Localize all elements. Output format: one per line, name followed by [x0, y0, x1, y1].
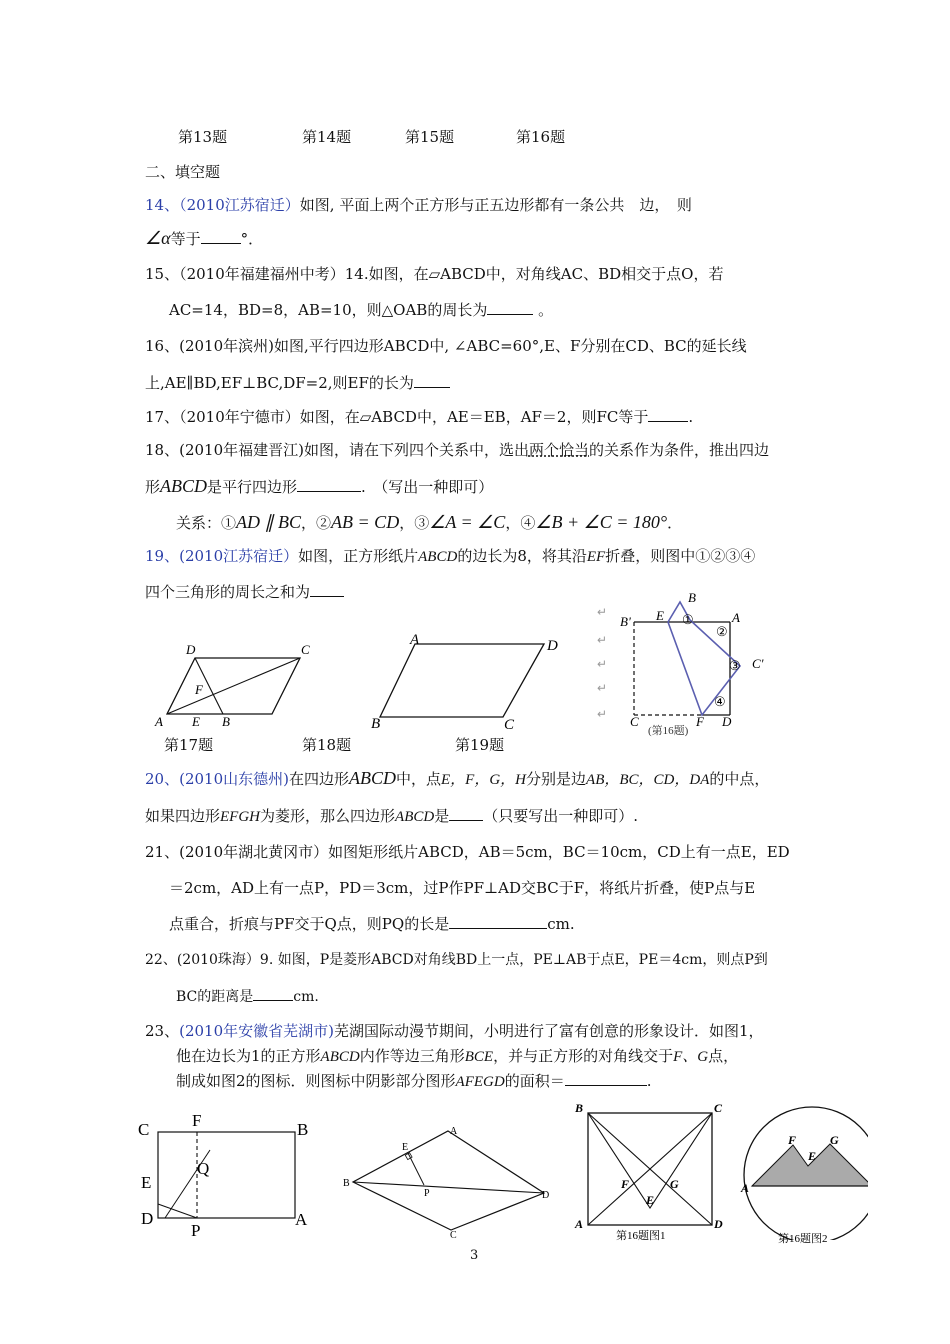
- page-number: 3: [470, 1248, 479, 1263]
- caption-fig17: 第17题: [164, 736, 214, 754]
- fig17-label-c: C: [301, 642, 310, 657]
- fig19-marker-4: ④: [714, 694, 726, 709]
- caption-fig16: 第16题: [516, 128, 566, 146]
- figure-23a: [572, 1100, 732, 1240]
- caption-fig19: 第19题: [455, 736, 505, 754]
- fig19-label-d: D: [722, 714, 732, 729]
- q20-line2: 如果四边形EFGH为菱形，那么四边形ABCD是 （只要写出一种即可）.: [145, 807, 638, 825]
- fig23a-label-d: D: [714, 1217, 723, 1231]
- caption-fig18: 第18题: [302, 736, 352, 754]
- fig18-parallelogram: [380, 644, 544, 717]
- fig23b-label-a: A: [741, 1181, 750, 1195]
- q14-source: （2010江苏宿迁）: [179, 196, 300, 214]
- fig22-label-e: E: [402, 1142, 409, 1153]
- q23-line1: 23、(2010年安徽省芜湖市)芜湖国际动漫节期间，小明进行了富有创意的形象设计．如图1，: [145, 1022, 764, 1040]
- figure-21: [135, 1110, 325, 1240]
- svg-text:↵: ↵: [597, 633, 608, 647]
- caption-fig13: 第13题: [178, 128, 228, 146]
- fig19-label-f: F: [696, 714, 704, 729]
- fig18-label-b: B: [371, 716, 381, 732]
- fig19-caption: (第16题): [648, 725, 689, 737]
- answer-blank: [253, 986, 293, 1001]
- figure-23b: [738, 1100, 878, 1245]
- q15-line2: AC=14，BD=8，AB=10，则△OAB的周长为 。: [169, 301, 554, 319]
- fig21-label-p: P: [191, 1221, 201, 1240]
- fig21-label-f: F: [192, 1111, 202, 1130]
- figure-19: [590, 588, 790, 737]
- fig23b-caption: 第16题图2: [778, 1233, 828, 1245]
- section-title: 二、填空题: [145, 163, 221, 181]
- q23-line2: 他在边长为1的正方形ABCD内作等边三角形BCE，并与正方形的对角线交于F、G点，: [176, 1047, 739, 1065]
- fig23b-label-f: F: [788, 1133, 797, 1147]
- fig19-label-bprime: B': [620, 614, 631, 629]
- q15-line1: 15、（2010年福建福州中考）14.如图，在▱ABCD中，对角线AC、BD相交于点O，若: [145, 265, 724, 283]
- answer-blank: [449, 914, 547, 929]
- q20-line1: 20、(2010山东德州)在四边形ABCD中，点E，F，G，H分别是边AB，BC，CD，DA的中点，: [145, 768, 770, 788]
- fig17-label-f: F: [195, 682, 203, 697]
- q18-line1: 18、(2010年福建晋江)如图，请在下列四个关系中，选出两个恰当的关系作为条件，推出四边: [145, 441, 770, 459]
- fig19-marker-3: ③: [729, 658, 741, 673]
- figure-22: [340, 1120, 560, 1240]
- fig22-label-p: P: [424, 1188, 430, 1199]
- fig18-label-d: D: [547, 638, 558, 654]
- fig19-label-b: B: [688, 590, 696, 605]
- fig21-label-q: Q: [197, 1159, 210, 1178]
- fig19-marker-1: ①: [682, 612, 694, 627]
- answer-blank: [201, 229, 241, 244]
- q23-line3: 制成如图2的图标．则图标中阴影部分图形AFEGD的面积＝ .: [176, 1072, 652, 1090]
- fig21-label-d: D: [141, 1209, 154, 1228]
- q19-line2: 四个三角形的周长之和为: [145, 582, 344, 602]
- svg-text:↵: ↵: [597, 605, 608, 619]
- svg-text:↵: ↵: [597, 707, 608, 721]
- paragraph-marks: [597, 605, 607, 721]
- q23-source: (2010年安徽省芜湖市): [179, 1022, 334, 1040]
- fig18-label-a: A: [410, 632, 420, 648]
- fig22-label-a: A: [450, 1126, 458, 1137]
- fig21-label-a: A: [295, 1210, 308, 1229]
- answer-blank: [487, 300, 533, 315]
- caption-fig15: 第15题: [405, 128, 455, 146]
- answer-blank: [297, 477, 361, 492]
- fig23a-label-g: G: [670, 1177, 679, 1191]
- fig23a-label-a: A: [575, 1217, 584, 1231]
- fig23b-label-e: E: [808, 1149, 817, 1163]
- q22-line2: BC的距离是 cm.: [176, 986, 319, 1007]
- q19-line1: 19、(2010江苏宿迁）如图，正方形纸片ABCD的边长为8，将其沿EF折叠，则图中①②③④: [145, 547, 756, 565]
- fig17-diagonal-ac: [167, 658, 300, 714]
- fig17-label-d: D: [186, 642, 196, 657]
- fig23a-label-f: F: [621, 1177, 630, 1191]
- svg-text:↵: ↵: [597, 657, 608, 671]
- fig19-label-c: C: [630, 714, 639, 729]
- fig17-label-e: E: [192, 714, 200, 729]
- fig21-rectangle: [158, 1132, 295, 1218]
- fig21-label-c: C: [138, 1120, 150, 1139]
- fig19-label-cprime: C': [752, 656, 764, 671]
- fig22-rhombus: [353, 1131, 544, 1230]
- fig19-label-e: E: [656, 608, 664, 623]
- fig21-label-e: E: [141, 1173, 152, 1192]
- q22-line1: 22、(2010珠海）9. 如图，P是菱形ABCD对角线BD上一点，PE⊥AB于点E，PE＝4cm，则点P到: [145, 952, 768, 968]
- q21-line1: 21、(2010年湖北黄冈市）如图矩形纸片ABCD，AB＝5cm，BC＝10cm，CD上有一点E，ED: [145, 843, 790, 861]
- fig17-label-a: A: [155, 714, 163, 729]
- fig23a-label-e: E: [646, 1193, 655, 1207]
- q19-source: (2010江苏宿迁）: [179, 547, 299, 565]
- fig22-label-c: C: [450, 1230, 457, 1241]
- q17-line: 17、（2010年宁德市）如图，在▱ABCD中，AE＝EB，AF＝2，则FC等于 .: [145, 408, 694, 426]
- answer-blank: [310, 582, 344, 597]
- q21-line2: ＝2cm，AD上有一点P，PD＝3cm，过P作PF⊥AD交BC于F，将纸片折叠，使P点与E: [169, 879, 756, 897]
- fig19-marker-2: ②: [716, 624, 728, 639]
- fig22-label-b: B: [343, 1178, 350, 1189]
- figure-17: [150, 642, 310, 732]
- fig22-diagonal-bd: [353, 1182, 544, 1193]
- q14-line1: 14、（2010江苏宿迁）如图, 平面上两个正方形与正五边形都有一条公共 边， 则: [145, 196, 692, 214]
- q14-line2: ∠α等于 °．: [145, 228, 264, 248]
- answer-blank: [414, 373, 450, 388]
- figure-18: [368, 630, 568, 733]
- svg-text:↵: ↵: [597, 681, 608, 695]
- answer-blank: [565, 1071, 647, 1086]
- fig22-label-d: D: [542, 1190, 550, 1201]
- q16-line1: 16、(2010年滨州)如图,平行四边形ABCD中, ∠ABC=60°,E、F分别在CD、BC的延长线: [145, 337, 747, 355]
- fig17-label-b: B: [222, 714, 230, 729]
- caption-fig14: 第14题: [302, 128, 352, 146]
- fig23a-label-c: C: [714, 1101, 723, 1115]
- fig21-ep: [158, 1204, 197, 1218]
- q16-line2: 上,AE∥BD,EF⊥BC,DF=2,则EF的长为: [145, 373, 450, 393]
- q18-relations: 关系：①AD ∥ BC，②AB = CD，③∠A = ∠C，④∠B + ∠C = 180°．: [176, 512, 683, 532]
- fig23b-label-g: G: [830, 1133, 839, 1147]
- q20-source: (2010山东德州): [179, 770, 289, 788]
- q18-line2: 形ABCD是平行四边形 . （写出一种即可）: [145, 476, 494, 496]
- fig23a-label-b: B: [575, 1101, 584, 1115]
- answer-blank: [648, 407, 688, 422]
- fig23a-caption: 第16题图1: [616, 1230, 666, 1242]
- fig18-label-c: C: [504, 717, 515, 733]
- q21-line3: 点重合，折痕与PF交于Q点，则PQ的长是 cm.: [169, 915, 575, 933]
- fig19-label-a: A: [732, 610, 740, 625]
- fig21-label-b: B: [297, 1120, 309, 1139]
- answer-blank: [449, 806, 483, 821]
